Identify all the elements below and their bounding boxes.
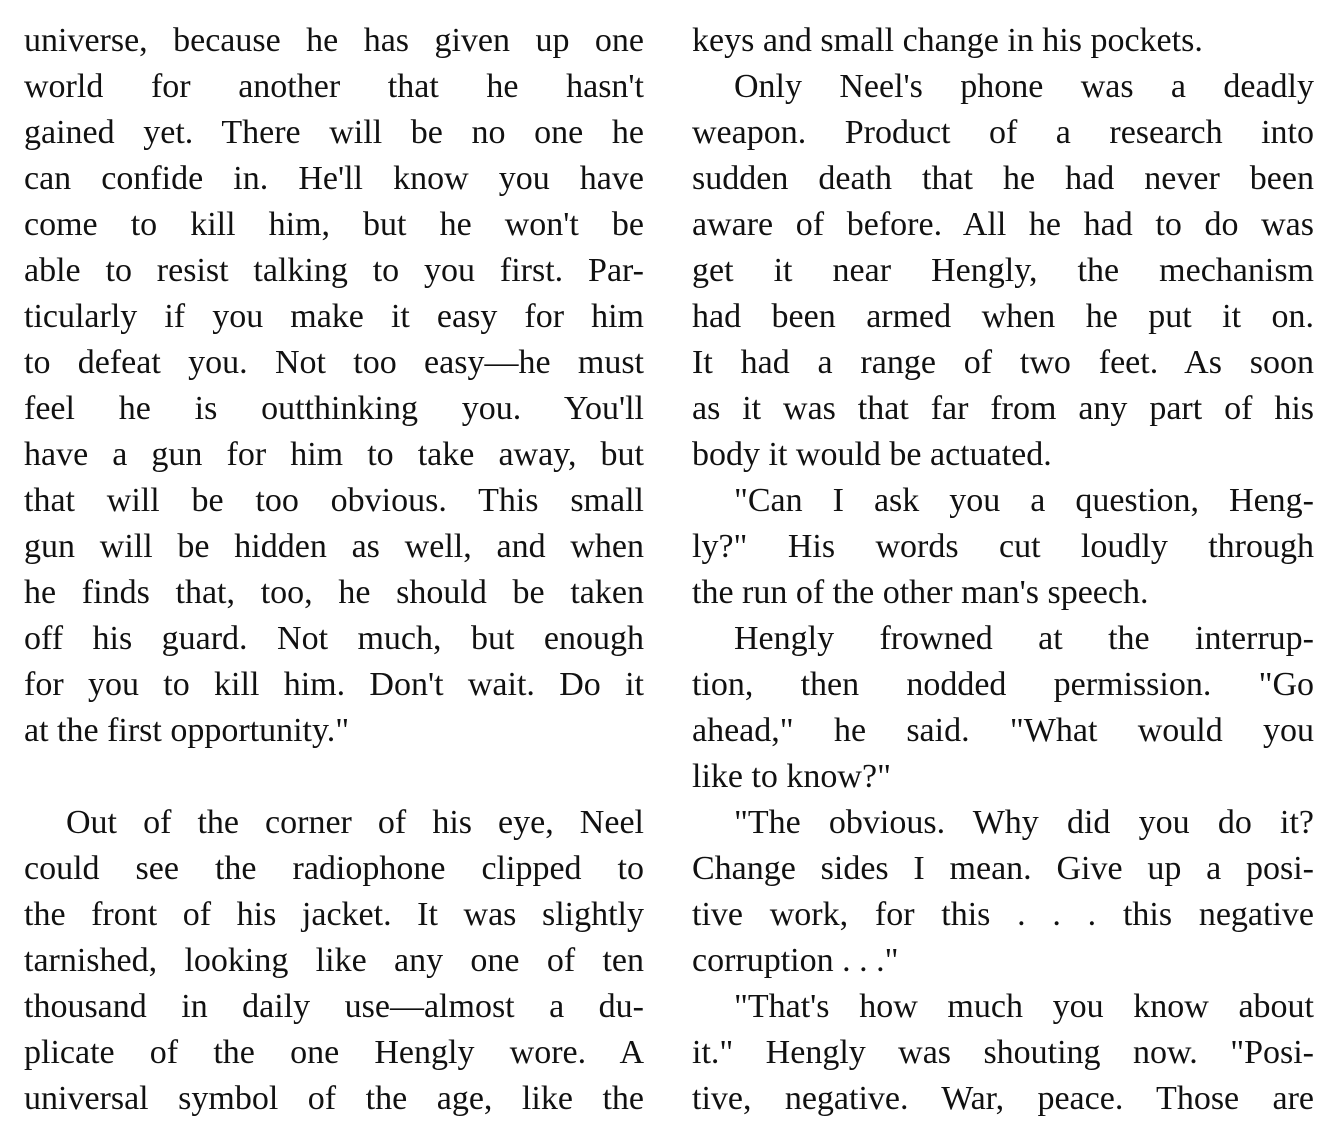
text-line: keys and small change in his pockets.: [692, 22, 1203, 59]
text-line: gained yet. There will be no one he: [24, 114, 644, 151]
text-line: ticularly if you make it easy for him: [24, 298, 644, 335]
text-line: get it near Hengly, the mechanism: [692, 252, 1314, 289]
text-line: can confide in. He'll know you have: [24, 160, 644, 197]
text-line: "The obvious. Why did you do it?: [734, 804, 1314, 841]
text-line: body it would be actuated.: [692, 436, 1052, 473]
text-line: gun will be hidden as well, and when: [24, 528, 644, 565]
section-break: [24, 754, 644, 800]
paragraph: [692, 64, 1314, 478]
text-line: universal symbol of the age, like the: [24, 1080, 644, 1117]
paragraph: [24, 800, 644, 1122]
paragraph: [692, 18, 1314, 64]
text-line: plicate of the one Hengly wore. A: [24, 1034, 644, 1071]
text-line: Out of the corner of his eye, Neel: [66, 804, 644, 841]
text-line: able to resist talking to you first. Par-: [24, 252, 644, 289]
text-line: Only Neel's phone was a deadly: [734, 68, 1314, 105]
text-line: as it was that far from any part of his: [692, 390, 1314, 427]
text-line: ahead," he said. "What would you: [692, 712, 1314, 749]
text-line: universe, because he has given up one: [24, 22, 644, 59]
text-line: had been armed when he put it on.: [692, 298, 1314, 335]
text-line: "That's how much you know about: [734, 988, 1314, 1025]
text-line: Hengly frowned at the interrup-: [734, 620, 1314, 657]
text-line: like to know?": [692, 758, 891, 795]
text-line: the front of his jacket. It was slightly: [24, 896, 644, 933]
text-line: tive work, for this . . . this negative: [692, 896, 1314, 933]
text-line: world for another that he hasn't: [24, 68, 644, 105]
text-line: ly?" His words cut loudly through: [692, 528, 1314, 565]
left-column: [24, 18, 644, 1122]
paragraph: [692, 984, 1314, 1122]
text-line: could see the radiophone clipped to: [24, 850, 644, 887]
paragraph: [692, 478, 1314, 616]
paragraph: [692, 616, 1314, 800]
text-line: feel he is outthinking you. You'll: [24, 390, 644, 427]
text-line: to defeat you. Not too easy—he must: [24, 344, 644, 381]
text-line: for you to kill him. Don't wait. Do it: [24, 666, 644, 703]
text-line: sudden death that he had never been: [692, 160, 1314, 197]
text-line: off his guard. Not much, but enough: [24, 620, 644, 657]
text-line: the run of the other man's speech.: [692, 574, 1149, 611]
text-line: corruption . . .": [692, 942, 899, 979]
text-line: tive, negative. War, peace. Those are: [692, 1080, 1314, 1117]
text-line: It had a range of two feet. As soon: [692, 344, 1314, 381]
text-line: at the first opportunity.": [24, 712, 350, 749]
text-line: come to kill him, but he won't be: [24, 206, 644, 243]
text-line: "Can I ask you a question, Heng-: [734, 482, 1314, 519]
text-line: thousand in daily use—almost a du-: [24, 988, 644, 1025]
right-column: [692, 18, 1314, 1122]
paragraph: [692, 800, 1314, 984]
text-line: have a gun for him to take away, but: [24, 436, 644, 473]
text-line: that will be too obvious. This small: [24, 482, 644, 519]
text-line: aware of before. All he had to do was: [692, 206, 1314, 243]
text-line: weapon. Product of a research into: [692, 114, 1314, 151]
text-line: it." Hengly was shouting now. "Posi-: [692, 1034, 1314, 1071]
text-line: Change sides I mean. Give up a posi-: [692, 850, 1314, 887]
text-line: tion, then nodded permission. "Go: [692, 666, 1314, 703]
text-line: tarnished, looking like any one of ten: [24, 942, 644, 979]
paragraph: [24, 18, 644, 754]
text-line: he finds that, too, he should be taken: [24, 574, 644, 611]
